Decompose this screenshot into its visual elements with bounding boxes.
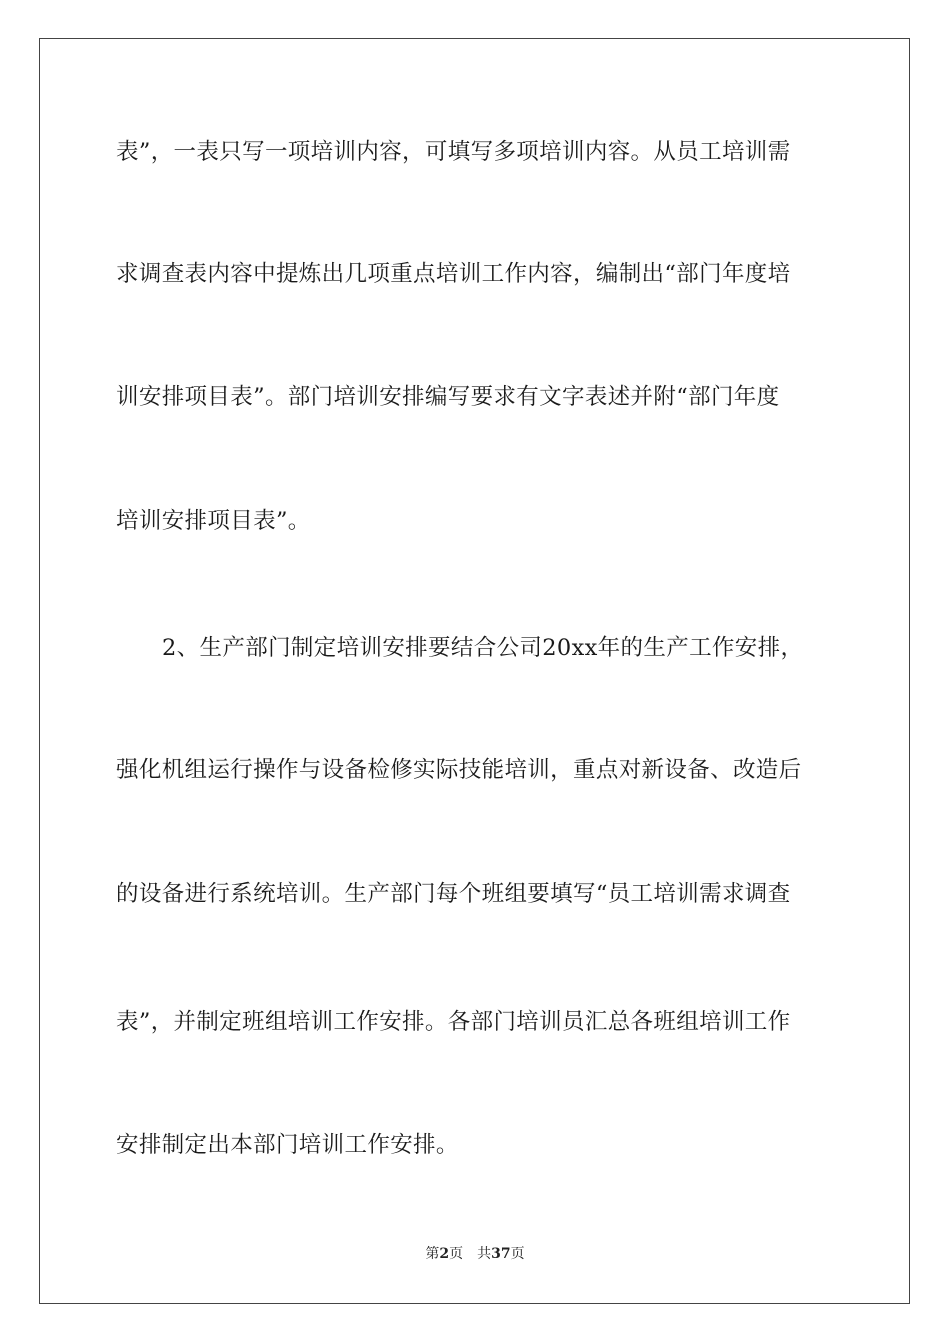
body-text-line: 训安排项目表”。部门培训安排编写要求有文字表述并附“部门年度 xyxy=(116,384,780,410)
body-text-line: 表”，一表只写一项培训内容，可填写多项培训内容。从员工培训需 xyxy=(116,139,791,165)
total-suffix: 页 xyxy=(510,1246,525,1262)
page-suffix: 页 xyxy=(449,1246,464,1262)
body-text-line: 培训安排项目表”。 xyxy=(116,508,311,534)
page-border xyxy=(39,38,910,1304)
total-pages: 37 xyxy=(491,1246,511,1262)
page-number: 2 xyxy=(439,1246,450,1262)
page-footer xyxy=(0,1245,950,1263)
body-text-line: 的设备进行系统培训。生产部门每个班组要填写“员工培训需求调查 xyxy=(116,881,791,907)
page-prefix: 第 xyxy=(425,1246,440,1262)
body-text-line: 安排制定出本部门培训工作安排。 xyxy=(116,1132,459,1158)
body-text-line: 强化机组运行操作与设备检修实际技能培训，重点对新设备、改造后 xyxy=(116,757,802,783)
body-text-line-indented: 2、生产部门制定培训安排要结合公司20xx年的生产工作安排， xyxy=(162,635,804,661)
body-text-line: 求调查表内容中提炼出几项重点培训工作内容，编制出“部门年度培 xyxy=(116,261,791,287)
total-prefix: 共 xyxy=(477,1246,492,1262)
body-text-line: 表”，并制定班组培训工作安排。各部门培训员汇总各班组培训工作 xyxy=(116,1009,791,1035)
